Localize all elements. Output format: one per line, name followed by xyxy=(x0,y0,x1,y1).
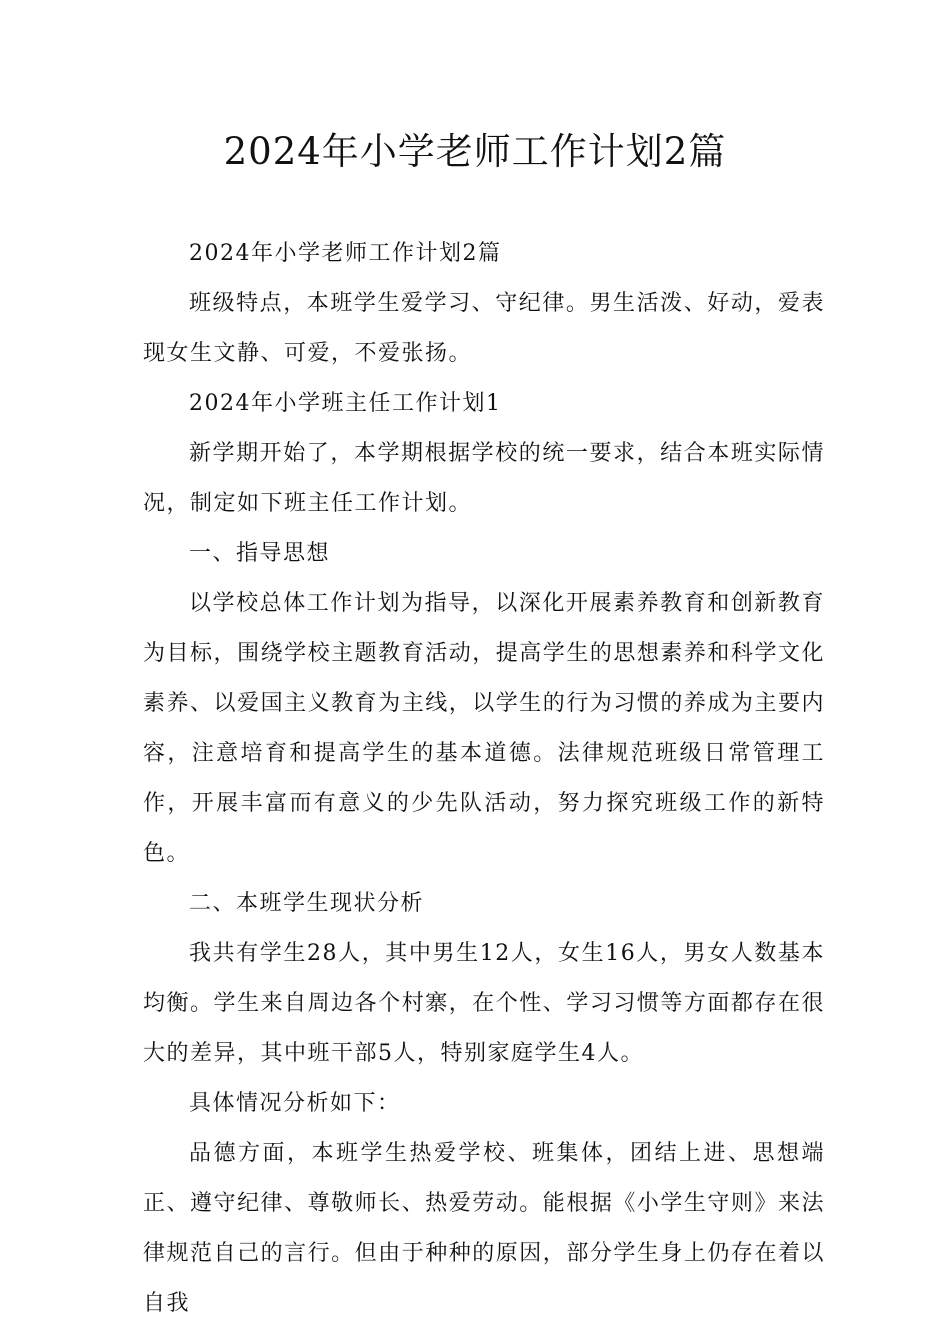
paragraph-class-features: 班级特点，本班学生爱学习、守纪律。男生活泼、好动，爱表现女生文静、可爱，不爱张扬。 xyxy=(143,291,825,366)
section-heading-student-analysis: 二、本班学生现状分析 xyxy=(189,891,425,916)
paragraph-guiding-thought: 以学校总体工作计划为指导，以深化开展素养教育和创新教育为目标，围绕学校主题教育活动，提高学生的思想素养和科学文化素养、以爱国主义教育为主线，以学生的行为习惯的养成为主要内容，注意培育和提高学生的基本道德。法律规范班级日常管理工作，开展丰富而有意义的少先队活动，努力探究班级工作的新特色。 xyxy=(143,591,825,866)
paragraph-subtitle: 2024年小学老师工作计划2篇 xyxy=(189,241,502,266)
paragraph-student-count: 我共有学生28人，其中男生12人，女生16人，男女人数基本均衡。学生来自周边各个村寨，在个性、学习习惯等方面都存在很大的差异，其中班干部5人，特别家庭学生4人。 xyxy=(143,941,825,1066)
paragraph-plan-heading: 2024年小学班主任工作计划1 xyxy=(189,391,502,416)
paragraph-intro: 新学期开始了，本学期根据学校的统一要求，结合本班实际情况，制定如下班主任工作计划。 xyxy=(143,441,825,516)
document-title: 2024年小学老师工作计划2篇 xyxy=(223,130,727,173)
paragraph-moral-aspect: 品德方面，本班学生热爱学校、班集体，团结上进、思想端正、遵守纪律、尊敬师长、热爱劳动。能根据《小学生守则》来法律规范自己的言行。但由于种种的原因，部分学生身上仍存在着以自我 xyxy=(143,1141,825,1316)
paragraph-analysis-lead: 具体情况分析如下： xyxy=(189,1091,401,1116)
document-body xyxy=(143,229,825,1329)
section-heading-guiding-thought: 一、指导思想 xyxy=(189,541,331,566)
